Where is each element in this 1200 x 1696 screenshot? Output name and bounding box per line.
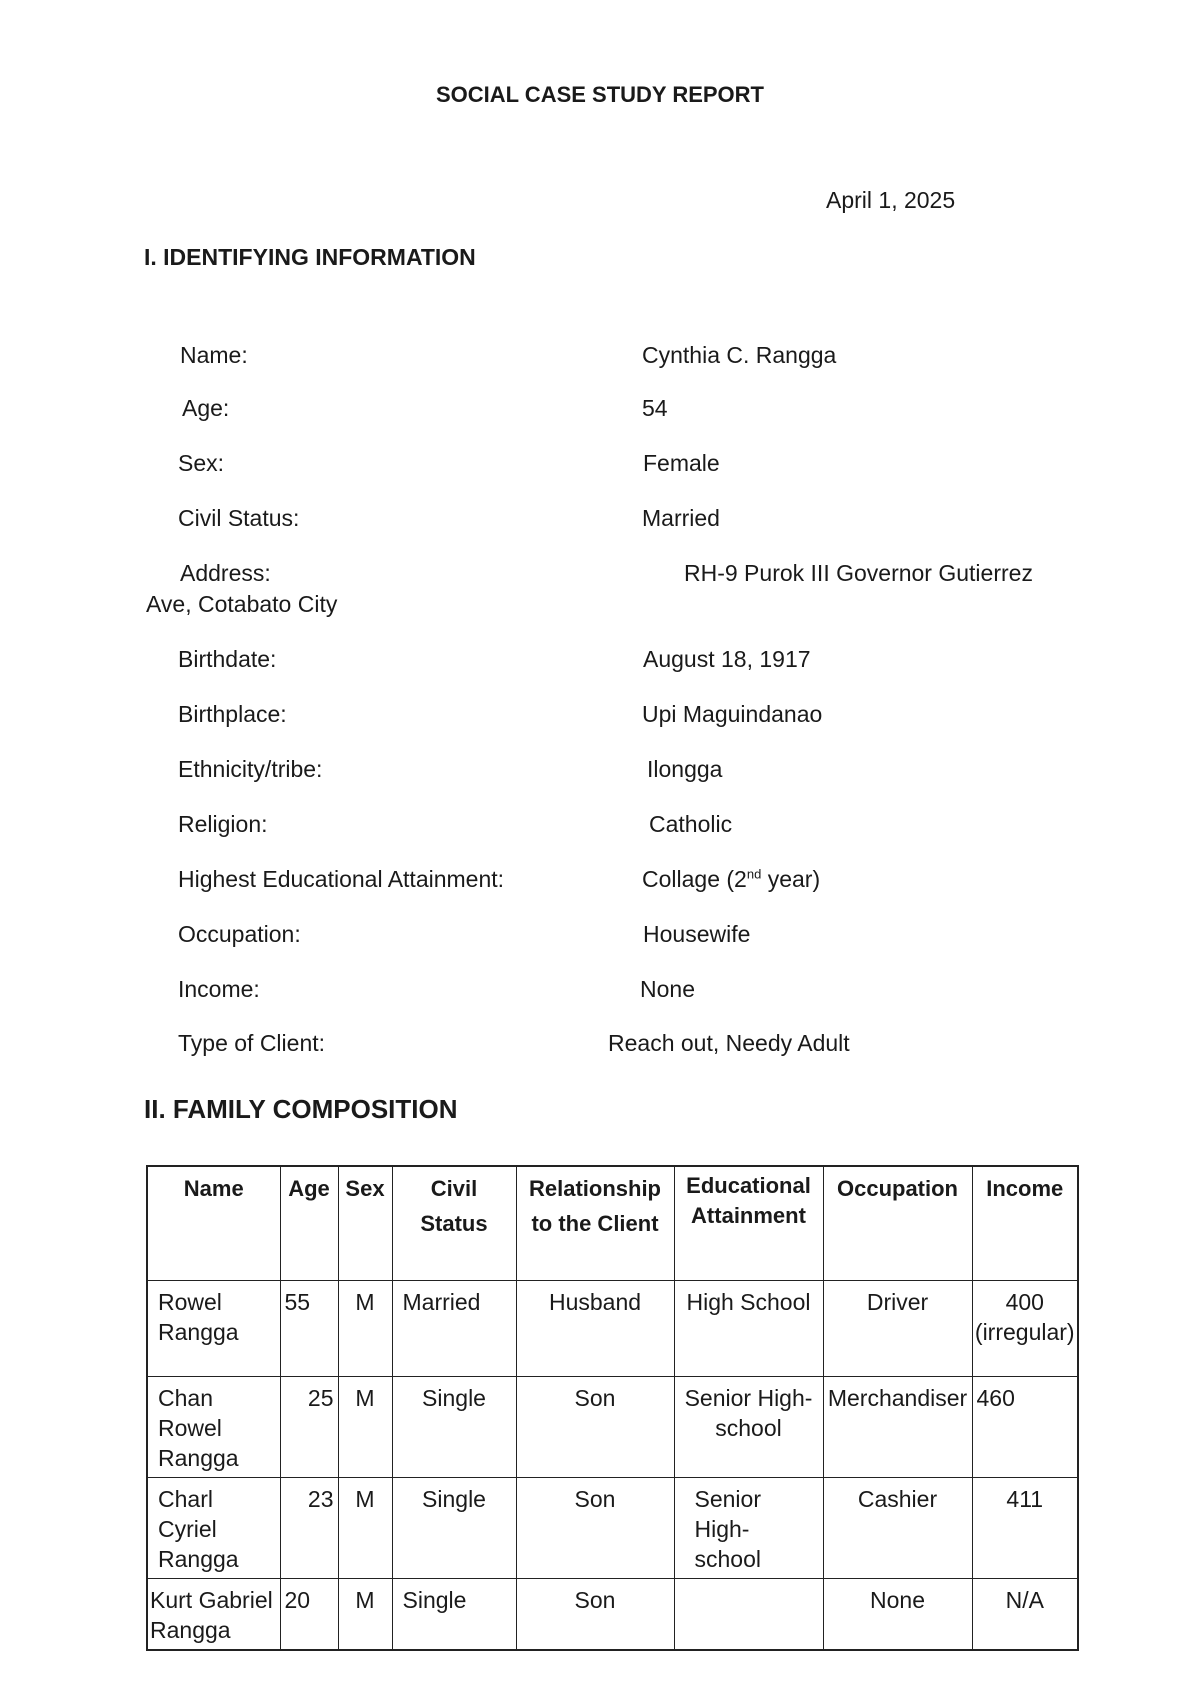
field-label-education: Highest Educational Attainment:: [178, 866, 505, 892]
cell-civil-status: Married: [392, 1280, 516, 1376]
field-label-occupation: Occupation:: [178, 921, 301, 947]
field-label-civil-status: Civil Status:: [178, 505, 300, 531]
field-value-education-after: year): [761, 866, 821, 892]
col-header-education: Educational Attainment: [674, 1166, 823, 1280]
field-value-birthplace: Upi Maguindanao: [642, 701, 823, 727]
cell-name: Rowel Rangga: [147, 1280, 280, 1376]
field-label-birthplace: Birthplace:: [178, 701, 287, 727]
field-value-religion: Catholic: [649, 811, 733, 837]
field-label-sex: Sex:: [178, 450, 225, 476]
cell-occupation: Merchandiser: [823, 1376, 972, 1477]
field-value-age: 54: [642, 395, 668, 421]
cell-relationship: Son: [516, 1376, 674, 1477]
field-value-ethnicity: Ilongga: [647, 756, 723, 782]
family-composition-table: [146, 1165, 1079, 1651]
cell-income: 400 (irregular): [972, 1280, 1078, 1376]
field-label-name: Name:: [180, 342, 248, 368]
field-value-education: [642, 866, 820, 893]
table-row: [147, 1376, 1078, 1477]
cell-income: 411: [972, 1477, 1078, 1578]
field-label-income: Income:: [178, 976, 260, 1002]
cell-civil-status: Single: [392, 1578, 516, 1650]
cell-civil-status: Single: [392, 1376, 516, 1477]
col-header-income: Income: [972, 1166, 1078, 1280]
field-value-occupation: Housewife: [643, 921, 751, 947]
field-value-sex: Female: [643, 450, 720, 476]
field-value-name: Cynthia C. Rangga: [642, 342, 837, 368]
cell-age: 20: [280, 1578, 338, 1650]
cell-education: [674, 1578, 823, 1650]
field-label-religion: Religion:: [178, 811, 268, 837]
field-label-client-type: Type of Client:: [178, 1030, 326, 1056]
field-label-address: Address:: [180, 560, 271, 586]
cell-relationship: Son: [516, 1477, 674, 1578]
field-value-education-sup: nd: [746, 866, 762, 882]
col-header-relationship: Relationship to the Client: [516, 1166, 674, 1280]
cell-age: 23: [280, 1477, 338, 1578]
cell-occupation: Cashier: [823, 1477, 972, 1578]
section-heading-identifying: I. IDENTIFYING INFORMATION: [144, 244, 476, 270]
field-value-address: RH-9 Purok III Governor Gutierrez: [684, 560, 1033, 586]
cell-education: Senior High-school: [674, 1477, 823, 1578]
cell-relationship: Husband: [516, 1280, 674, 1376]
cell-income: N/A: [972, 1578, 1078, 1650]
table-header-row: [147, 1166, 1078, 1280]
cell-relationship: Son: [516, 1578, 674, 1650]
table-row: [147, 1578, 1078, 1650]
field-value-income: None: [640, 976, 695, 1002]
col-header-name: Name: [147, 1166, 280, 1280]
cell-sex: M: [338, 1477, 392, 1578]
field-value-client-type: Reach out, Needy Adult: [608, 1030, 850, 1056]
field-label-ethnicity: Ethnicity/tribe:: [178, 756, 323, 782]
col-header-civil-status: Civil Status: [392, 1166, 516, 1280]
col-header-sex: Sex: [338, 1166, 392, 1280]
cell-occupation: Driver: [823, 1280, 972, 1376]
report-date: April 1, 2025: [826, 187, 956, 213]
field-value-birthdate: August 18, 1917: [643, 646, 811, 672]
cell-sex: M: [338, 1376, 392, 1477]
section-heading-family: II. FAMILY COMPOSITION: [144, 1094, 458, 1124]
field-label-age: Age:: [182, 395, 230, 421]
report-title: SOCIAL CASE STUDY REPORT: [435, 82, 764, 107]
cell-age: 55: [280, 1280, 338, 1376]
table-row: [147, 1280, 1078, 1376]
col-header-age: Age: [280, 1166, 338, 1280]
cell-name: Kurt Gabriel Rangga: [147, 1578, 280, 1650]
cell-name: Charl Cyriel Rangga: [147, 1477, 280, 1578]
cell-sex: M: [338, 1578, 392, 1650]
field-value-civil-status: Married: [642, 505, 720, 531]
field-value-education-main: Collage (2: [642, 866, 747, 892]
table-row: [147, 1477, 1078, 1578]
cell-sex: M: [338, 1280, 392, 1376]
cell-occupation: None: [823, 1578, 972, 1650]
cell-civil-status: Single: [392, 1477, 516, 1578]
cell-education: Senior High-school: [674, 1376, 823, 1477]
col-header-occupation: Occupation: [823, 1166, 972, 1280]
cell-education: High School: [674, 1280, 823, 1376]
cell-age: 25: [280, 1376, 338, 1477]
cell-name: Chan Rowel Rangga: [147, 1376, 280, 1477]
cell-income: 460: [972, 1376, 1078, 1477]
field-value-address-continued: Ave, Cotabato City: [146, 591, 338, 617]
field-label-birthdate: Birthdate:: [178, 646, 277, 672]
